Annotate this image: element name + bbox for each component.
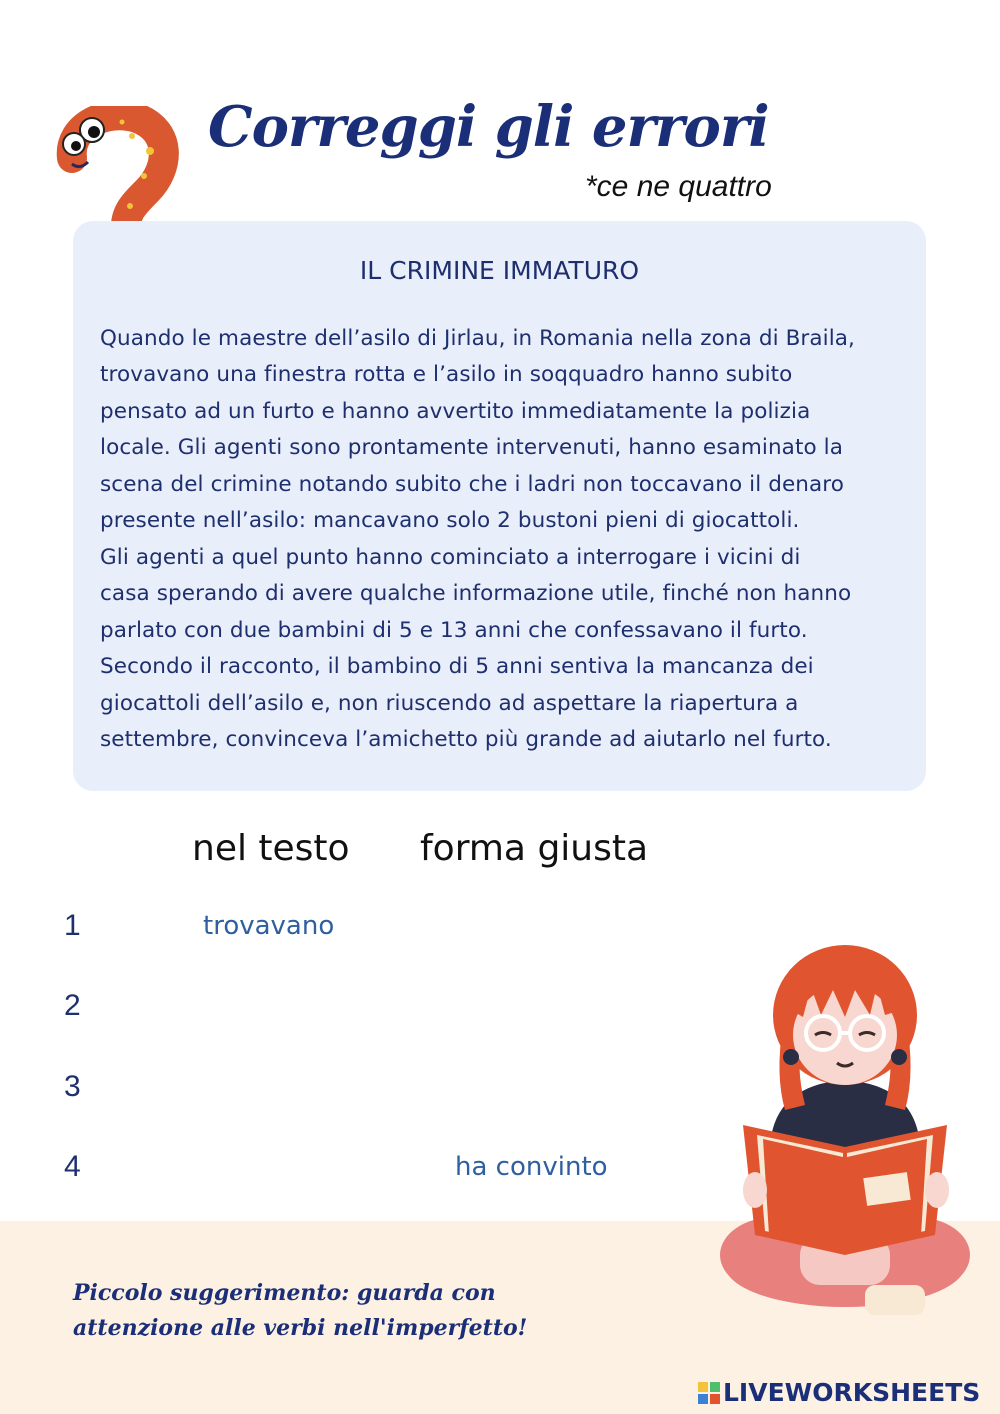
hint-line: Piccolo suggerimento: guarda con [73, 1280, 496, 1306]
story-line: trovavano una finestra rotta e l’asilo in soqquadro hanno subito [100, 362, 793, 387]
brand-name: LIVEWORKSHEETS [723, 1378, 981, 1407]
story-line: parlato con due bambini di 5 e 13 anni che confessavano il furto. [100, 618, 808, 643]
story-line: settembre, convinceva l’amichetto più grande ad aiutarlo nel furto. [100, 727, 832, 752]
story-line: Secondo il racconto, il bambino di 5 anni sentiva la mancanza dei [100, 654, 814, 679]
answer-correct-form-4[interactable]: ha convinto [455, 1152, 608, 1182]
liveworksheets-icon [697, 1381, 721, 1405]
row-number: 1 [64, 909, 81, 942]
liveworksheets-logo[interactable] [697, 1378, 980, 1407]
answer-in-text-1[interactable]: trovavano [203, 911, 335, 941]
page-subtitle: *ce ne quattro [585, 170, 772, 203]
row-number: 2 [64, 989, 81, 1022]
hint-line: attenzione alle verbi nell'imperfetto! [73, 1315, 528, 1341]
story-line: giocattoli dell’asilo e, non riuscendo ad aspettare la riapertura a [100, 691, 799, 716]
page-title: Correggi gli errori [208, 94, 769, 160]
column-header-correct-form: forma giusta [420, 828, 649, 869]
story-title: IL CRIMINE IMMATURO [359, 256, 640, 285]
row-number: 4 [64, 1150, 81, 1183]
story-line: Gli agenti a quel punto hanno cominciato a interrogare i vicini di [100, 545, 801, 570]
girl-reading-illustration [715, 935, 975, 1325]
row-number: 3 [64, 1070, 81, 1103]
column-header-in-text: nel testo [192, 828, 350, 869]
story-line: Quando le maestre dell’asilo di Jirlau, in Romania nella zona di Braila, [100, 326, 855, 351]
story-line: casa sperando di avere qualche informazione utile, finché non hanno [100, 581, 852, 606]
story-line: pensato ad un furto e hanno avvertito immediatamente la polizia [100, 399, 811, 424]
story-line: presente nell’asilo: mancavano solo 2 bustoni pieni di giocattoli. [100, 508, 800, 533]
story-line: scena del crimine notando subito che i ladri non toccavano il denaro [100, 472, 845, 497]
story-line: locale. Gli agenti sono prontamente intervenuti, hanno esaminato la [100, 435, 844, 460]
